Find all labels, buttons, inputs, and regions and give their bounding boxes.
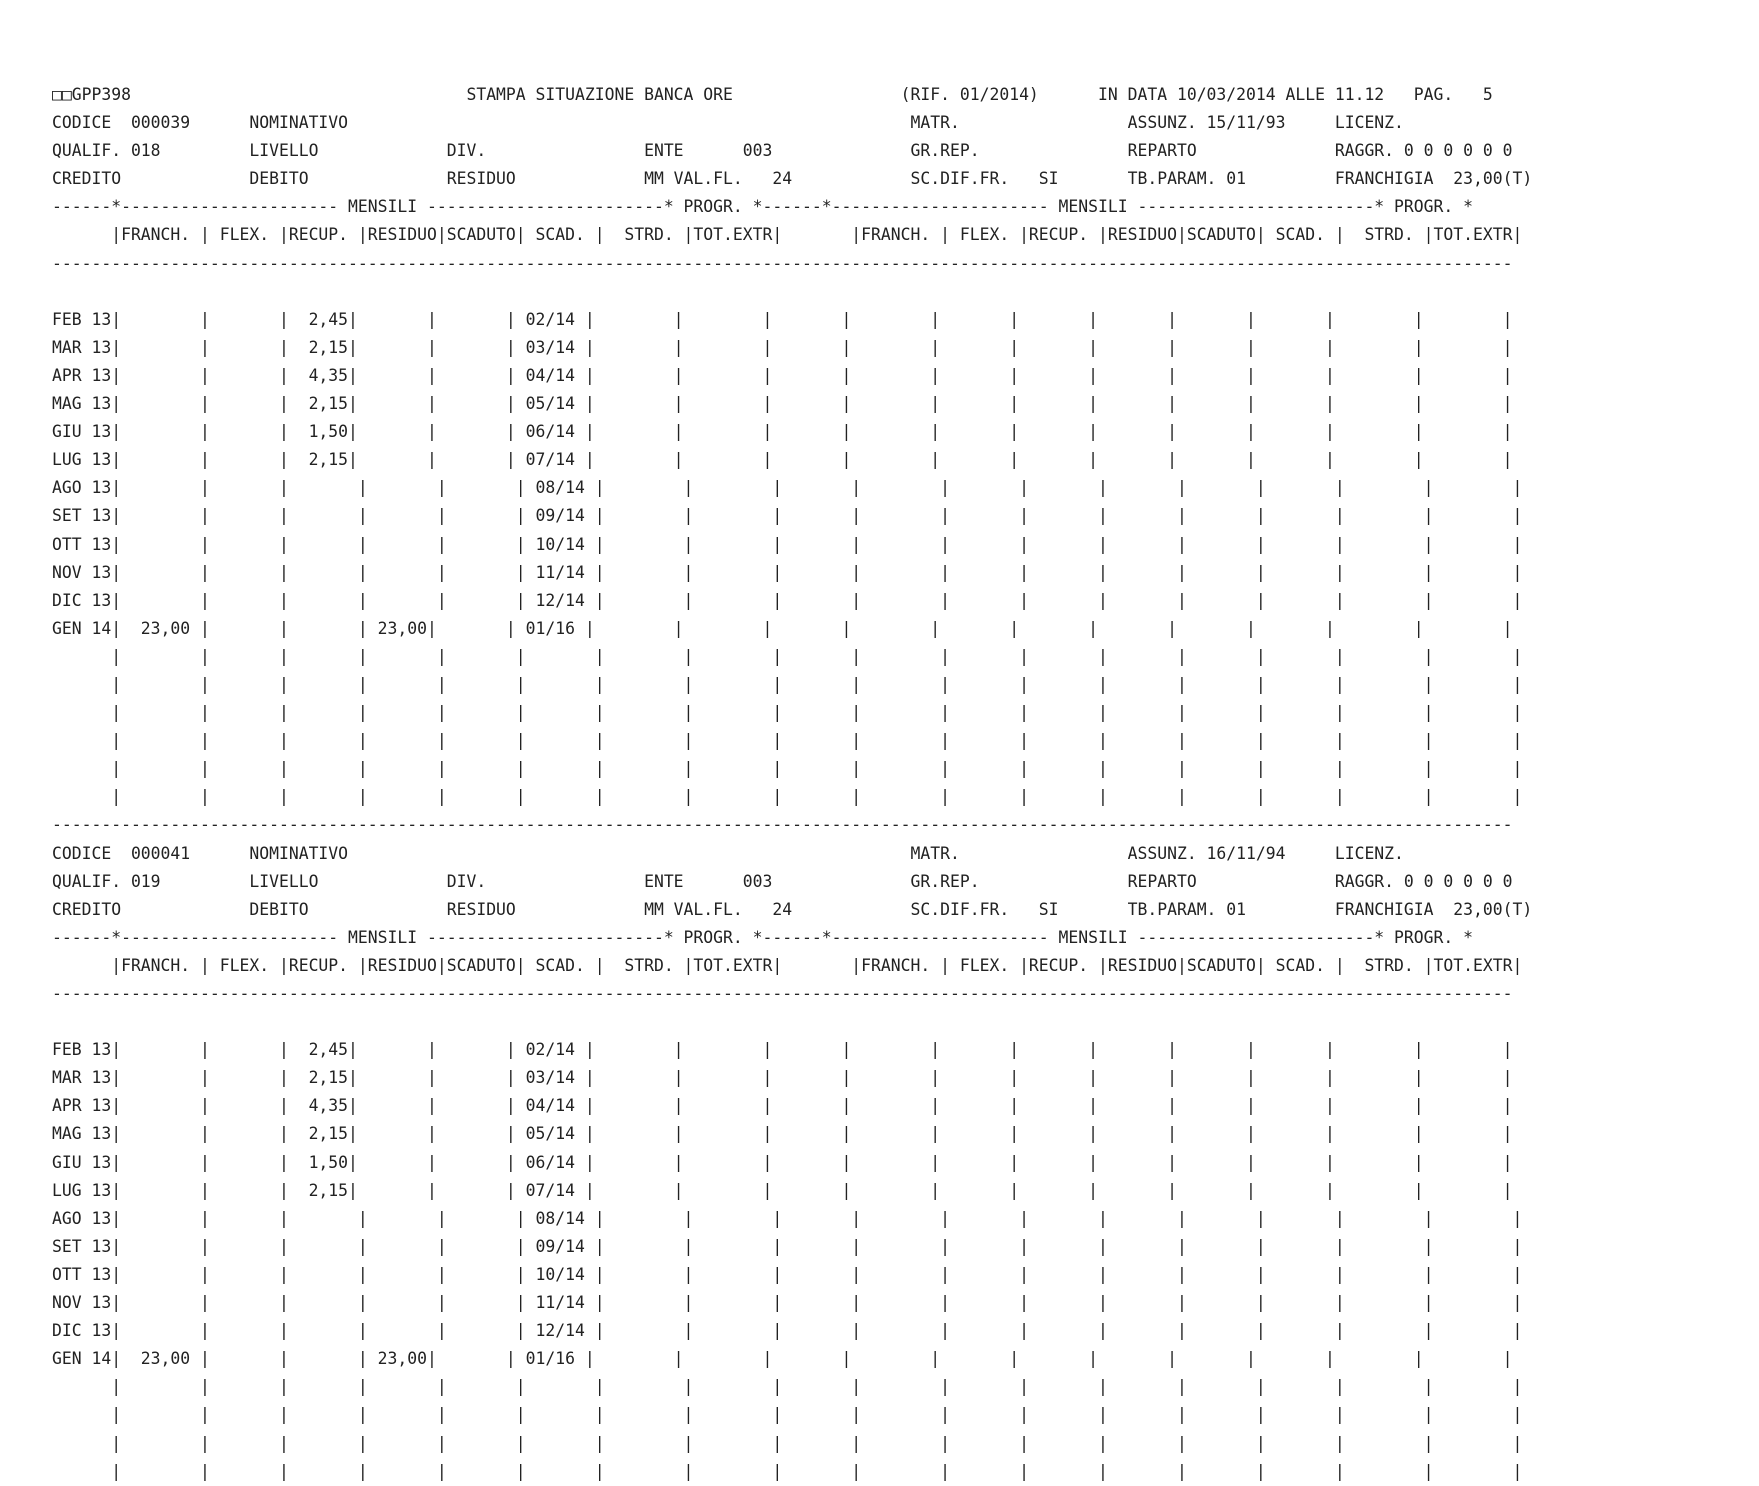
table-row: APR 13| | | 4,35| | | 04/14 | | | | | | | | | | | | — [52, 365, 1513, 385]
table-row: | | | | | | | | | | | | | | | | | | — [52, 1377, 1523, 1397]
table-row: FEB 13| | | 2,45| | | 02/14 | | | | | | | | | | | | — [52, 309, 1513, 329]
table-row: GEN 14| 23,00 | | | 23,00| | 01/16 | | | | | | | | | | | | — [52, 1349, 1513, 1369]
table-row: AGO 13| | | | | | 08/14 | | | | | | | | | | | | — [52, 478, 1523, 498]
record-1-info-qualif: QUALIF. 018 LIVELLO DIV. ENTE 003 GR.REP. REPARTO RAGGR. 0 0 0 0 0 0 — [52, 141, 1513, 161]
table-row: | | | | | | | | | | | | | | | | | | — [52, 1433, 1523, 1453]
table-row: LUG 13| | | 2,15| | | 07/14 | | | | | | | | | | | | — [52, 1180, 1513, 1200]
table-row: | | | | | | | | | | | | | | | | | | — [52, 787, 1523, 807]
table-row: | | | | | | | | | | | | | | | | | | — [52, 674, 1523, 694]
table-row: DIC 13| | | | | | 12/14 | | | | | | | | | | | | — [52, 1321, 1523, 1341]
table-row: | | | | | | | | | | | | | | | | | | — [52, 703, 1523, 723]
table-row: DIC 13| | | | | | 12/14 | | | | | | | | | | | | — [52, 590, 1523, 610]
table-row: SET 13| | | | | | 09/14 | | | | | | | | | | | | — [52, 506, 1523, 526]
record-2-band-line: ------*---------------------- MENSILI ------------------------* PROGR. *------*---------------------- MENSILI ------------------------* PROGR. * — [52, 927, 1473, 947]
table-row: FEB 13| | | 2,45| | | 02/14 | | | | | | | | | | | | — [52, 1040, 1513, 1060]
record-1-info-codice: CODICE 000039 NOMINATIVO MATR. ASSUNZ. 15/11/93 LICENZ. — [52, 113, 1404, 133]
record-2-separator: ---------------------------------------------------------------------------------------------------------------------------------------------------- — [52, 984, 1513, 1003]
record-2-columns-header: |FRANCH. | FLEX. |RECUP. |RESIDUO|SCADUTO| SCAD. | STRD. |TOT.EXTR| |FRANCH. | FLEX. |RECUP. |RESIDUO|SCADUTO| SCAD. | STRD. |TOT.EXTR| — [52, 955, 1523, 975]
report-printout — [52, 81, 1532, 1486]
record-2-blank-line — [52, 1008, 1532, 1036]
table-row: GEN 14| 23,00 | | | 23,00| | 01/16 | | | | | | | | | | | | — [52, 618, 1513, 638]
record-1-separator: ---------------------------------------------------------------------------------------------------------------------------------------------------- — [52, 253, 1513, 273]
record-1-info-credito: CREDITO DEBITO RESIDUO MM VAL.FL. 24 SC.DIF.FR. SI TB.PARAM. 01 FRANCHIGIA 23,00(T) — [52, 169, 1533, 189]
table-row: | | | | | | | | | | | | | | | | | | — [52, 1461, 1523, 1481]
table-row: AGO 13| | | | | | 08/14 | | | | | | | | | | | | — [52, 1208, 1523, 1228]
table-row: OTT 13| | | | | | 10/14 | | | | | | | | | | | | — [52, 534, 1523, 554]
table-row: | | | | | | | | | | | | | | | | | | — [52, 759, 1523, 779]
table-row: NOV 13| | | | | | 11/14 | | | | | | | | | | | | — [52, 1293, 1523, 1313]
report-header: □□GPP398 STAMPA SITUAZIONE BANCA ORE (RIF. 01/2014) IN DATA 10/03/2014 ALLE 11.12 PAG. 5 — [52, 85, 1493, 104]
table-row: MAG 13| | | 2,15| | | 05/14 | | | | | | | | | | | | — [52, 1124, 1513, 1144]
table-row: SET 13| | | | | | 09/14 | | | | | | | | | | | | — [52, 1236, 1523, 1256]
table-row: MAG 13| | | 2,15| | | 05/14 | | | | | | | | | | | | — [52, 394, 1513, 414]
record-2-info-codice: CODICE 000041 NOMINATIVO MATR. ASSUNZ. 16/11/94 LICENZ. — [52, 843, 1404, 863]
table-row: | | | | | | | | | | | | | | | | | | — [52, 731, 1523, 751]
table-row: MAR 13| | | 2,15| | | 03/14 | | | | | | | | | | | | — [52, 337, 1513, 357]
table-row: GIU 13| | | 1,50| | | 06/14 | | | | | | | | | | | | — [52, 1152, 1513, 1172]
record-2-info-qualif: QUALIF. 019 LIVELLO DIV. ENTE 003 GR.REP. REPARTO RAGGR. 0 0 0 0 0 0 — [52, 871, 1513, 891]
record-1-band-line: ------*---------------------- MENSILI ------------------------* PROGR. *------*---------------------- MENSILI ------------------------* PROGR. * — [52, 197, 1473, 217]
table-row: GIU 13| | | 1,50| | | 06/14 | | | | | | | | | | | | — [52, 422, 1513, 442]
table-row: APR 13| | | 4,35| | | 04/14 | | | | | | | | | | | | — [52, 1096, 1513, 1116]
record-1-blank-line — [52, 278, 1532, 306]
table-row: | | | | | | | | | | | | | | | | | | — [52, 1405, 1523, 1425]
table-row: LUG 13| | | 2,15| | | 07/14 | | | | | | | | | | | | — [52, 450, 1513, 470]
record-2-info-credito: CREDITO DEBITO RESIDUO MM VAL.FL. 24 SC.DIF.FR. SI TB.PARAM. 01 FRANCHIGIA 23,00(T) — [52, 899, 1533, 919]
record-1-end-separator: ---------------------------------------------------------------------------------------------------------------------------------------------------- — [52, 815, 1513, 835]
table-row: NOV 13| | | | | | 11/14 | | | | | | | | | | | | — [52, 562, 1523, 582]
table-row: | | | | | | | | | | | | | | | | | | — [52, 646, 1523, 666]
table-row: MAR 13| | | 2,15| | | 03/14 | | | | | | | | | | | | — [52, 1068, 1513, 1088]
table-row: OTT 13| | | | | | 10/14 | | | | | | | | | | | | — [52, 1264, 1523, 1284]
record-1-columns-header: |FRANCH. | FLEX. |RECUP. |RESIDUO|SCADUTO| SCAD. | STRD. |TOT.EXTR| |FRANCH. | FLEX. |RECUP. |RESIDUO|SCADUTO| SCAD. | STRD. |TOT.EXTR| — [52, 225, 1523, 245]
